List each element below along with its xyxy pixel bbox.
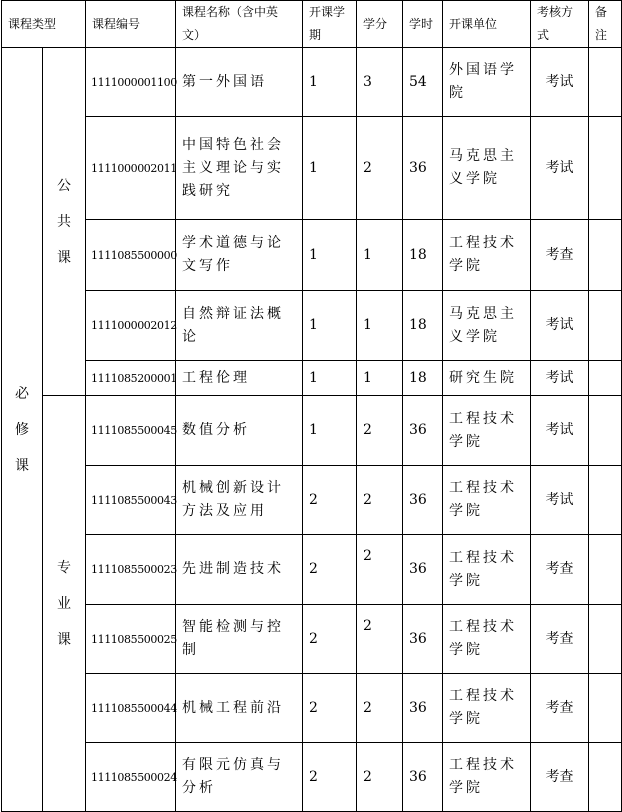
header-exam-method: 考核方式 <box>531 1 589 48</box>
table-row <box>2 220 622 291</box>
course-exam: 考查 <box>531 535 589 605</box>
table-row <box>2 535 622 605</box>
course-exam: 考试 <box>531 361 589 396</box>
course-hours: 36 <box>403 117 443 220</box>
course-name: 学术道德与论文写作 <box>176 220 303 291</box>
course-exam: 考查 <box>531 743 589 812</box>
course-hours: 36 <box>403 674 443 743</box>
course-department: 工程技术学院 <box>443 220 531 291</box>
course-hours: 36 <box>403 396 443 466</box>
header-note: 备注 <box>589 1 622 48</box>
table-header-row <box>2 1 622 48</box>
course-department: 研究生院 <box>443 361 531 396</box>
course-name: 有限元仿真与分析 <box>176 743 303 812</box>
table-row <box>2 48 622 117</box>
course-hours: 36 <box>403 535 443 605</box>
course-hours: 18 <box>403 220 443 291</box>
course-department: 工程技术学院 <box>443 535 531 605</box>
course-note <box>589 535 622 605</box>
header-credit: 学分 <box>357 1 403 48</box>
course-exam: 考查 <box>531 674 589 743</box>
course-credit: 3 <box>357 48 403 117</box>
course-note <box>589 220 622 291</box>
course-hours: 36 <box>403 605 443 674</box>
group-public-courses: 公 共 课 <box>43 48 86 396</box>
course-name: 中国特色社会主义理论与实践研究 <box>176 117 303 220</box>
course-department: 外国语学院 <box>443 48 531 117</box>
course-code: 1111000002011 <box>86 117 176 220</box>
course-department: 工程技术学院 <box>443 466 531 535</box>
course-note <box>589 605 622 674</box>
course-term: 2 <box>303 535 357 605</box>
table-row <box>2 605 622 674</box>
course-exam: 考试 <box>531 117 589 220</box>
header-term: 开课学期 <box>303 1 357 48</box>
course-exam: 考试 <box>531 291 589 361</box>
course-term: 2 <box>303 605 357 674</box>
course-note <box>589 48 622 117</box>
header-course-code: 课程编号 <box>86 1 176 48</box>
course-code: 1111085500044 <box>86 674 176 743</box>
course-credit: 2 <box>357 466 403 535</box>
course-credit: 1 <box>357 220 403 291</box>
course-note <box>589 396 622 466</box>
course-term: 1 <box>303 361 357 396</box>
table-row <box>2 674 622 743</box>
course-credit: 1 <box>357 291 403 361</box>
course-term: 2 <box>303 466 357 535</box>
course-term: 1 <box>303 117 357 220</box>
header-department: 开课单位 <box>443 1 531 48</box>
course-department: 工程技术学院 <box>443 743 531 812</box>
course-department: 工程技术学院 <box>443 674 531 743</box>
course-code: 1111000002012 <box>86 291 176 361</box>
course-term: 1 <box>303 48 357 117</box>
course-term: 2 <box>303 743 357 812</box>
course-name: 智能检测与控制 <box>176 605 303 674</box>
course-name: 自然辩证法概论 <box>176 291 303 361</box>
course-hours: 36 <box>403 743 443 812</box>
category-required: 必 修 课 <box>2 48 43 812</box>
table-row <box>2 117 622 220</box>
course-hours: 18 <box>403 361 443 396</box>
course-name: 机械创新设计方法及应用 <box>176 466 303 535</box>
course-exam: 考试 <box>531 396 589 466</box>
course-credit: 2 <box>357 605 403 674</box>
course-code: 1111085200001 <box>86 361 176 396</box>
table-row <box>2 361 622 396</box>
course-name: 工程伦理 <box>176 361 303 396</box>
course-code: 1111085500025 <box>86 605 176 674</box>
course-note <box>589 674 622 743</box>
course-term: 1 <box>303 291 357 361</box>
course-note <box>589 291 622 361</box>
header-hours: 学时 <box>403 1 443 48</box>
course-hours: 54 <box>403 48 443 117</box>
course-exam: 考查 <box>531 220 589 291</box>
course-credit: 2 <box>357 535 403 605</box>
course-department: 工程技术学院 <box>443 396 531 466</box>
course-credit: 1 <box>357 361 403 396</box>
table-row <box>2 291 622 361</box>
course-name: 第一外国语 <box>176 48 303 117</box>
course-code: 1111085500000 <box>86 220 176 291</box>
course-exam: 考试 <box>531 48 589 117</box>
course-name: 机械工程前沿 <box>176 674 303 743</box>
course-department: 马克思主义学院 <box>443 291 531 361</box>
course-code: 1111085500043 <box>86 466 176 535</box>
course-department: 马克思主义学院 <box>443 117 531 220</box>
table-row <box>2 396 622 466</box>
course-credit: 2 <box>357 117 403 220</box>
course-term: 1 <box>303 396 357 466</box>
course-note <box>589 743 622 812</box>
course-department: 工程技术学院 <box>443 605 531 674</box>
course-code: 1111085500023 <box>86 535 176 605</box>
header-course-type: 课程类型 <box>2 1 86 48</box>
course-term: 1 <box>303 220 357 291</box>
course-credit: 2 <box>357 674 403 743</box>
course-name: 数值分析 <box>176 396 303 466</box>
table-row <box>2 466 622 535</box>
course-note <box>589 466 622 535</box>
header-course-name: 课程名称（含中英文） <box>176 1 303 48</box>
group-major-courses: 专 业 课 <box>43 396 86 812</box>
course-table <box>1 0 622 812</box>
course-code: 1111085500045 <box>86 396 176 466</box>
course-exam: 考试 <box>531 466 589 535</box>
course-hours: 36 <box>403 466 443 535</box>
table-row <box>2 743 622 812</box>
course-term: 2 <box>303 674 357 743</box>
course-exam: 考查 <box>531 605 589 674</box>
course-hours: 18 <box>403 291 443 361</box>
course-name: 先进制造技术 <box>176 535 303 605</box>
course-credit: 2 <box>357 743 403 812</box>
course-code: 1111085500024 <box>86 743 176 812</box>
course-credit: 2 <box>357 396 403 466</box>
course-note <box>589 361 622 396</box>
course-code: 1111000001100 <box>86 48 176 117</box>
course-note <box>589 117 622 220</box>
